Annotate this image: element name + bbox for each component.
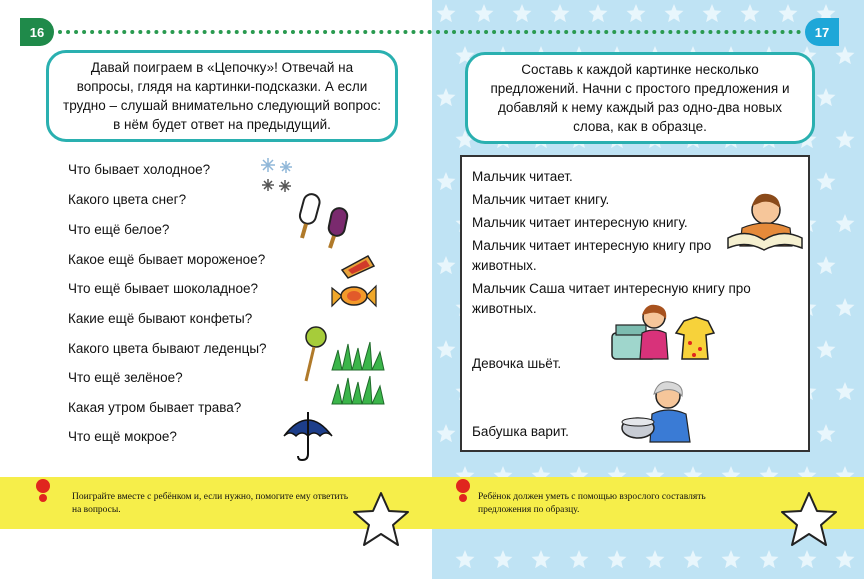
- background-star: [513, 4, 532, 22]
- umbrella-icon: [280, 408, 336, 464]
- example-line-1: Мальчик читает.: [472, 169, 573, 184]
- example-line-3: Мальчик читает интересную книгу.: [472, 215, 688, 230]
- background-star: [646, 550, 665, 568]
- instruction-text: Давай поиграем в «Цепочку»! Отвечай на вопросы, глядя на картинки-подсказки. А если трудно – слушай внимательно следующий вопрос: в нём будет ответ на предыдущий.: [63, 60, 381, 132]
- question-7: Какого цвета бывают леденцы?: [68, 341, 267, 356]
- page-number-left: 16: [20, 18, 54, 46]
- question-5: Что ещё бывает шоколадное?: [68, 281, 258, 296]
- example-line-4: Мальчик читает интересную книгу про животных.: [472, 238, 712, 273]
- background-star: [437, 340, 456, 358]
- instruction-text-right: Составь к каждой картинке несколько предложений. Начни с простого предложения и добавляй к нему каждый раз одно-два новых слова, как в образце.: [490, 62, 790, 134]
- background-star: [836, 46, 855, 64]
- question-6: Какие ещё бывают конфеты?: [68, 311, 253, 326]
- background-star: [494, 550, 513, 568]
- star-icon: [350, 490, 412, 548]
- parent-tip-icon: [32, 476, 54, 504]
- background-star: [722, 550, 741, 568]
- question-1: Что бывает холодное?: [68, 162, 211, 177]
- background-star: [532, 550, 551, 568]
- parent-tip-text-right: Ребёнок должен уметь с помощью взрослого составлять предложения по образцу.: [478, 492, 706, 515]
- question-3: Что ещё белое?: [68, 222, 170, 237]
- snowflake-icon: [258, 155, 298, 197]
- dotted-divider-right: [436, 30, 801, 38]
- background-star: [836, 214, 855, 232]
- background-star: [551, 4, 570, 22]
- background-star: [437, 172, 456, 190]
- example-line-7: Бабушка варит.: [472, 424, 569, 439]
- background-star: [437, 424, 456, 442]
- parent-tip-icon-right: [452, 476, 474, 504]
- instruction-bubble: [46, 50, 398, 142]
- background-star: [589, 4, 608, 22]
- background-star: [760, 550, 779, 568]
- background-star: [798, 550, 817, 568]
- question-8: Что ещё зелёное?: [68, 370, 183, 385]
- question-9: Какая утром бывает трава?: [68, 400, 242, 415]
- question-4: Какое ещё бывает мороженое?: [68, 252, 266, 267]
- grandma-cooking-illustration: [620, 380, 700, 448]
- example-line-5: Мальчик Саша читает интересную книгу про животных.: [472, 281, 751, 316]
- background-star: [627, 4, 646, 22]
- background-star: [779, 4, 798, 22]
- background-star: [437, 256, 456, 274]
- background-star: [817, 340, 836, 358]
- example-line-6: Девочка шьёт.: [472, 356, 562, 371]
- background-star: [836, 298, 855, 316]
- lollipop-icon: [300, 325, 330, 385]
- background-star: [836, 130, 855, 148]
- page-number-right: 17: [805, 18, 839, 46]
- background-star: [836, 382, 855, 400]
- boy-reading-illustration: [722, 188, 806, 256]
- background-star: [817, 424, 836, 442]
- background-star: [703, 4, 722, 22]
- background-star: [817, 256, 836, 274]
- dotted-divider: [58, 30, 432, 38]
- background-star: [817, 172, 836, 190]
- girl-sewing-illustration: [606, 303, 724, 369]
- popsicle-icon: [296, 188, 356, 250]
- chocolate-bar-icon: [338, 252, 378, 280]
- background-star: [608, 550, 627, 568]
- background-star: [684, 550, 703, 568]
- background-star: [456, 550, 475, 568]
- question-2: Какого цвета снег?: [68, 192, 187, 207]
- candy-icon: [330, 282, 378, 312]
- example-line-2: Мальчик читает книгу.: [472, 192, 610, 207]
- background-star: [437, 88, 456, 106]
- star-icon: [778, 490, 840, 548]
- background-star: [817, 88, 836, 106]
- instruction-bubble-right: [465, 52, 815, 144]
- background-star: [570, 550, 589, 568]
- background-star: [475, 4, 494, 22]
- grass-icon: [328, 340, 388, 410]
- question-10: Что ещё мокрое?: [68, 429, 177, 444]
- background-star: [836, 550, 855, 568]
- background-star: [741, 4, 760, 22]
- parent-tip-text: Поиграйте вместе с ребёнком и, если нужно, помогите ему ответить на вопросы.: [72, 492, 349, 515]
- background-star: [665, 4, 684, 22]
- background-star: [437, 4, 456, 22]
